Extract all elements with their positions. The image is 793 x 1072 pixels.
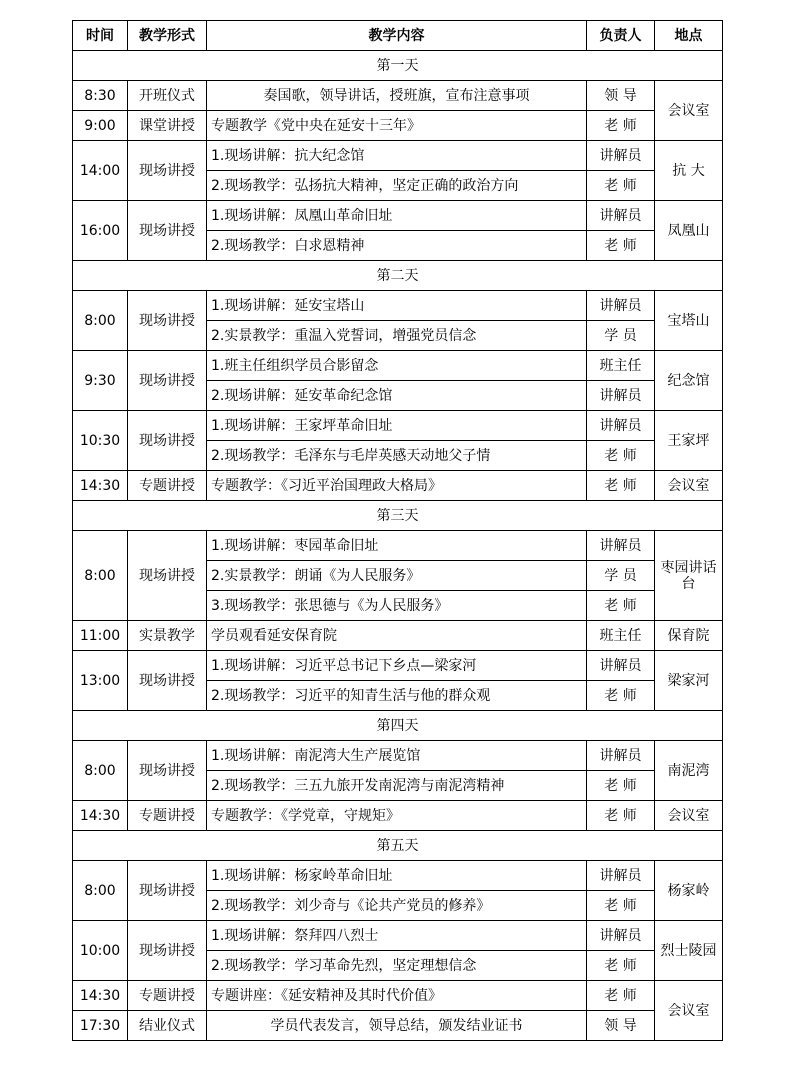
form-cell: 现场讲授: [128, 141, 207, 201]
person-cell: 讲解员: [587, 651, 655, 681]
time-cell: 8:00: [73, 531, 128, 621]
table-row: [73, 621, 723, 651]
content-cell: 1.现场讲解：杨家岭革命旧址: [207, 861, 587, 891]
header-content: 教学内容: [207, 21, 587, 51]
time-cell: 16:00: [73, 201, 128, 261]
time-cell: 9:30: [73, 351, 128, 411]
person-cell: 领 导: [587, 1011, 655, 1041]
content-cell: 2.现场教学：弘扬抗大精神，坚定正确的政治方向: [207, 171, 587, 201]
content-cell: 学员观看延安保育院: [207, 621, 587, 651]
day-title: 第三天: [73, 501, 723, 531]
content-cell: 1.现场讲解：习近平总书记下乡点—梁家河: [207, 651, 587, 681]
time-cell: 14:00: [73, 141, 128, 201]
table-row: [73, 921, 723, 951]
person-cell: 讲解员: [587, 141, 655, 171]
table-row: [73, 81, 723, 111]
time-cell: 14:30: [73, 471, 128, 501]
person-cell: 老 师: [587, 591, 655, 621]
form-cell: 现场讲授: [128, 531, 207, 621]
person-cell: 讲解员: [587, 861, 655, 891]
form-cell: 现场讲授: [128, 651, 207, 711]
content-cell: 奏国歌，领导讲话，授班旗，宣布注意事项: [207, 81, 587, 111]
person-cell: 讲解员: [587, 291, 655, 321]
person-cell: 老 师: [587, 111, 655, 141]
content-cell: 2.现场教学：白求恩精神: [207, 231, 587, 261]
content-cell: 1.班主任组织学员合影留念: [207, 351, 587, 381]
content-cell: 1.现场讲解：延安宝塔山: [207, 291, 587, 321]
time-cell: 14:30: [73, 801, 128, 831]
day-row: [73, 261, 723, 291]
table-row: [73, 141, 723, 171]
form-cell: 课堂讲授: [128, 111, 207, 141]
table-row: [73, 201, 723, 231]
form-cell: 现场讲授: [128, 411, 207, 471]
form-cell: 专题讲授: [128, 471, 207, 501]
table-row: [73, 651, 723, 681]
content-cell: 2.实景教学：朗诵《为人民服务》: [207, 561, 587, 591]
content-cell: 2.现场讲解：延安革命纪念馆: [207, 381, 587, 411]
time-cell: 8:00: [73, 291, 128, 351]
table-row: [73, 351, 723, 381]
table-row: [73, 861, 723, 891]
day-title: 第四天: [73, 711, 723, 741]
schedule-table: [72, 20, 723, 1041]
content-cell: 2.实景教学：重温入党誓词，增强党员信念: [207, 321, 587, 351]
table-row: [73, 741, 723, 771]
header-person: 负责人: [587, 21, 655, 51]
place-cell: 凤凰山: [655, 201, 723, 261]
time-cell: 8:00: [73, 861, 128, 921]
day-title: 第五天: [73, 831, 723, 861]
person-cell: 老 师: [587, 891, 655, 921]
content-cell: 1.现场讲解：祭拜四八烈士: [207, 921, 587, 951]
person-cell: 老 师: [587, 951, 655, 981]
table-row: [73, 411, 723, 441]
content-cell: 1.现场讲解：王家坪革命旧址: [207, 411, 587, 441]
person-cell: 班主任: [587, 351, 655, 381]
person-cell: 老 师: [587, 681, 655, 711]
content-cell: 2.现场教学：习近平的知青生活与他的群众观: [207, 681, 587, 711]
time-cell: 11:00: [73, 621, 128, 651]
place-cell: 枣园讲话台: [655, 531, 723, 621]
content-cell: 1.现场讲解：凤凰山革命旧址: [207, 201, 587, 231]
form-cell: 现场讲授: [128, 861, 207, 921]
day-row: [73, 51, 723, 81]
person-cell: 讲解员: [587, 921, 655, 951]
person-cell: 老 师: [587, 981, 655, 1011]
table-row: [73, 111, 723, 141]
form-cell: 现场讲授: [128, 741, 207, 801]
place-cell: 会议室: [655, 81, 723, 141]
time-cell: 8:00: [73, 741, 128, 801]
person-cell: 老 师: [587, 471, 655, 501]
person-cell: 老 师: [587, 231, 655, 261]
content-cell: 1.现场讲解：抗大纪念馆: [207, 141, 587, 171]
time-cell: 10:30: [73, 411, 128, 471]
content-cell: 专题教学：《学党章，守规矩》: [207, 801, 587, 831]
day-title: 第二天: [73, 261, 723, 291]
place-cell: 会议室: [655, 801, 723, 831]
person-cell: 讲解员: [587, 411, 655, 441]
person-cell: 学 员: [587, 561, 655, 591]
form-cell: 现场讲授: [128, 201, 207, 261]
place-cell: 南泥湾: [655, 741, 723, 801]
place-cell: 会议室: [655, 471, 723, 501]
place-cell: 烈士陵园: [655, 921, 723, 981]
form-cell: 现场讲授: [128, 291, 207, 351]
time-cell: 13:00: [73, 651, 128, 711]
form-cell: 实景教学: [128, 621, 207, 651]
content-cell: 专题教学《党中央在延安十三年》: [207, 111, 587, 141]
place-cell: 王家坪: [655, 411, 723, 471]
person-cell: 讲解员: [587, 741, 655, 771]
form-cell: 现场讲授: [128, 351, 207, 411]
content-cell: 2.现场教学：三五九旅开发南泥湾与南泥湾精神: [207, 771, 587, 801]
table-row: [73, 801, 723, 831]
content-cell: 2.现场教学：毛泽东与毛岸英感天动地父子情: [207, 441, 587, 471]
form-cell: 专题讲授: [128, 981, 207, 1011]
header-form: 教学形式: [128, 21, 207, 51]
day-row: [73, 711, 723, 741]
place-cell: 杨家岭: [655, 861, 723, 921]
place-cell: 抗 大: [655, 141, 723, 201]
content-cell: 1.现场讲解：枣园革命旧址: [207, 531, 587, 561]
form-cell: 专题讲授: [128, 801, 207, 831]
form-cell: 开班仪式: [128, 81, 207, 111]
table-row: [73, 471, 723, 501]
person-cell: 老 师: [587, 771, 655, 801]
time-cell: 14:30: [73, 981, 128, 1011]
content-cell: 专题讲座：《延安精神及其时代价值》: [207, 981, 587, 1011]
table-row: [73, 531, 723, 561]
content-cell: 2.现场教学：刘少奇与《论共产党员的修养》: [207, 891, 587, 921]
day-row: [73, 831, 723, 861]
content-cell: 学员代表发言，领导总结，颁发结业证书: [207, 1011, 587, 1041]
time-cell: 8:30: [73, 81, 128, 111]
content-cell: 专题教学：《习近平治国理政大格局》: [207, 471, 587, 501]
place-cell: 会议室: [655, 981, 723, 1041]
table-row: [73, 1011, 723, 1041]
content-cell: 3.现场教学：张思德与《为人民服务》: [207, 591, 587, 621]
table-row: [73, 291, 723, 321]
header-time: 时间: [73, 21, 128, 51]
person-cell: 领 导: [587, 81, 655, 111]
person-cell: 学 员: [587, 321, 655, 351]
person-cell: 讲解员: [587, 531, 655, 561]
content-cell: 2.现场教学：学习革命先烈，坚定理想信念: [207, 951, 587, 981]
day-title: 第一天: [73, 51, 723, 81]
person-cell: 讲解员: [587, 381, 655, 411]
header-place: 地点: [655, 21, 723, 51]
person-cell: 老 师: [587, 441, 655, 471]
table-row: [73, 981, 723, 1011]
person-cell: 老 师: [587, 801, 655, 831]
place-cell: 保育院: [655, 621, 723, 651]
schedule-body: [73, 51, 723, 1041]
place-cell: 纪念馆: [655, 351, 723, 411]
header-row: [73, 21, 723, 51]
place-cell: 梁家河: [655, 651, 723, 711]
person-cell: 老 师: [587, 171, 655, 201]
content-cell: 1.现场讲解：南泥湾大生产展览馆: [207, 741, 587, 771]
time-cell: 9:00: [73, 111, 128, 141]
person-cell: 讲解员: [587, 201, 655, 231]
time-cell: 17:30: [73, 1011, 128, 1041]
day-row: [73, 501, 723, 531]
form-cell: 结业仪式: [128, 1011, 207, 1041]
place-cell: 宝塔山: [655, 291, 723, 351]
person-cell: 班主任: [587, 621, 655, 651]
time-cell: 10:00: [73, 921, 128, 981]
form-cell: 现场讲授: [128, 921, 207, 981]
